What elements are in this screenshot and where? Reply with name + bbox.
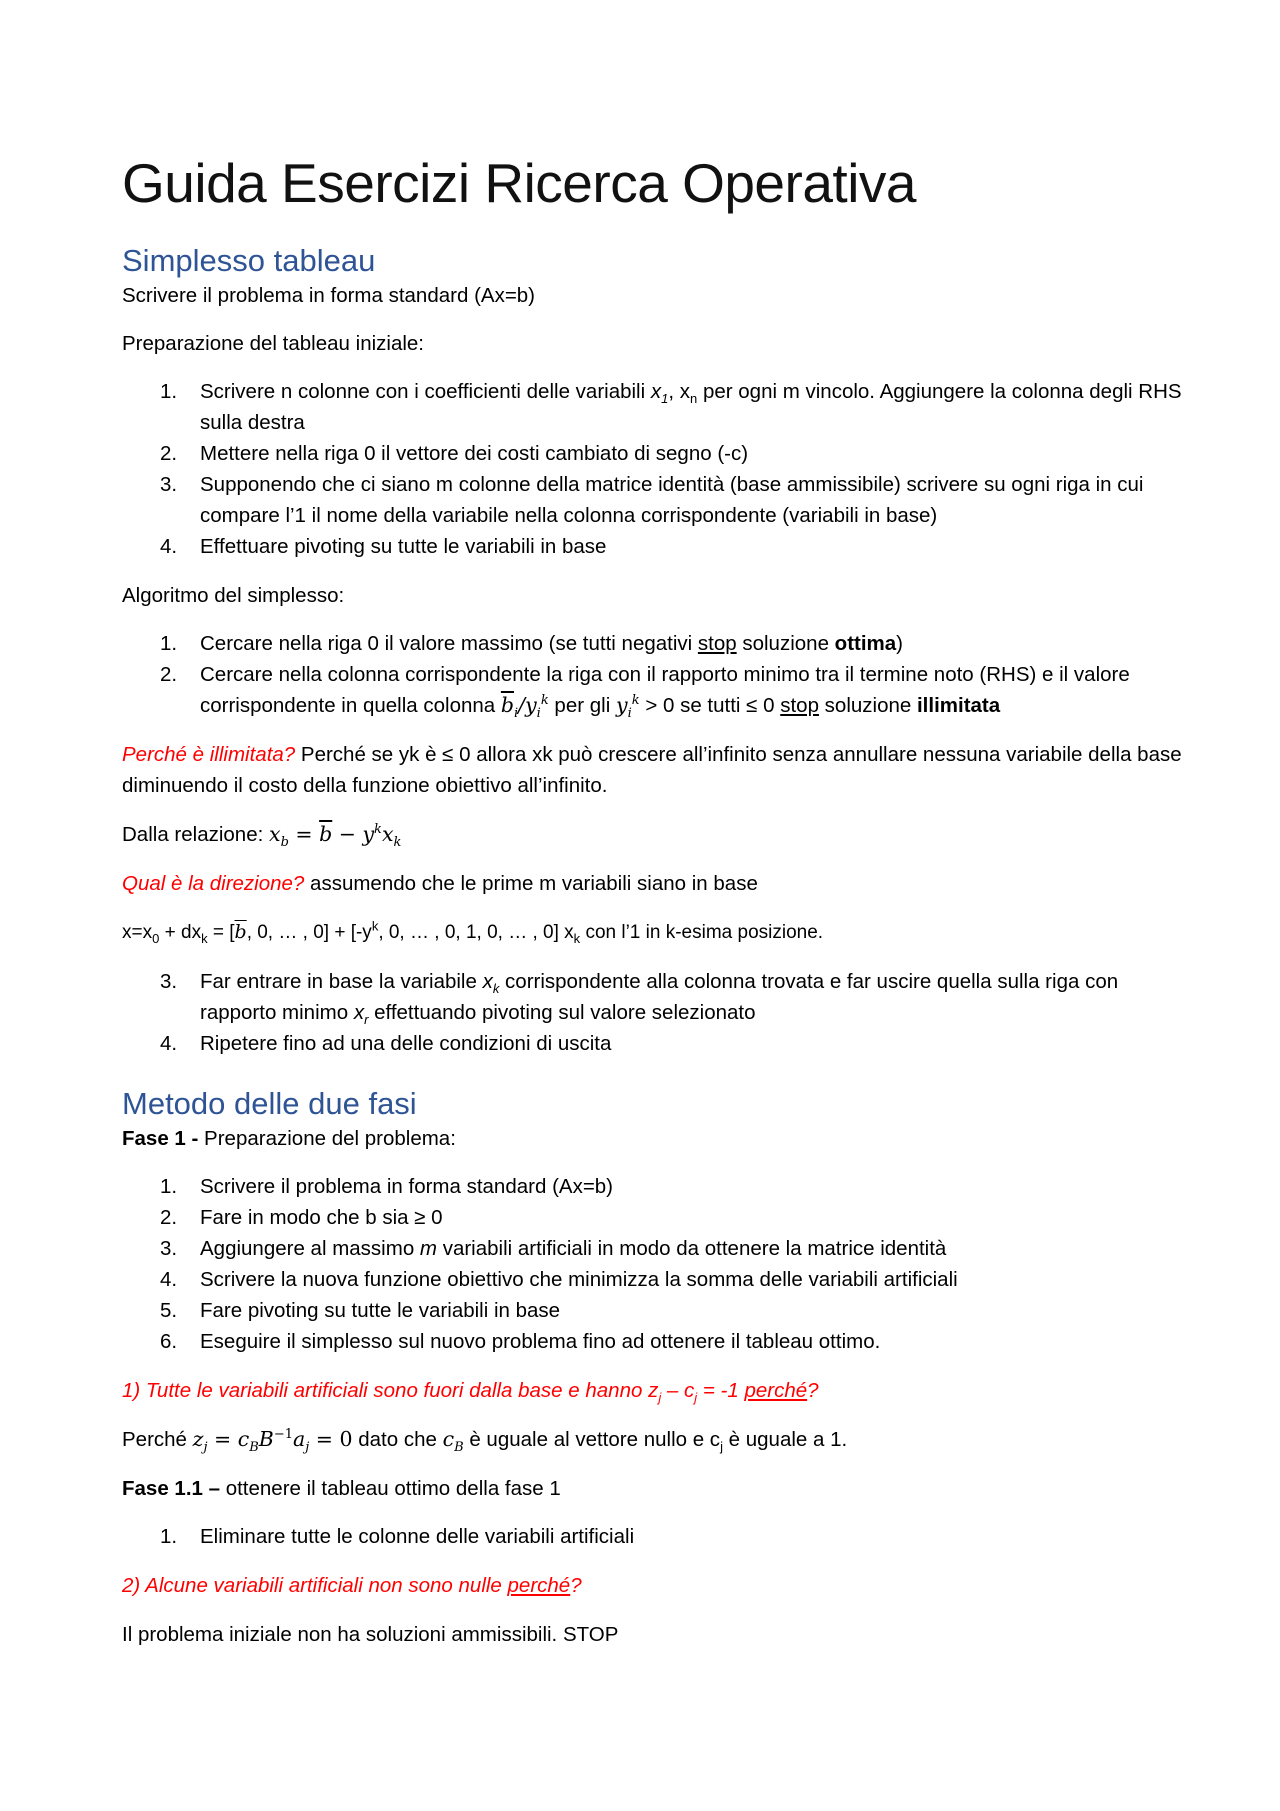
direction-formula: $x=x_0 + dx_k = [\overline{b}$, 0, … , $0] + [-y^k$, 0, … , 0, 1, 0, … , 0] $x_k$ con l’1 in k-esima posizione. (122, 918, 824, 946)
list-item: 6. Eseguire il simplesso sul nuovo problema fino ad ottenere il tableau ottimo. (122, 1326, 1182, 1357)
list-number: 2. (160, 663, 178, 686)
why-unbounded-question: Perché è illimitata? (122, 743, 296, 766)
case1-question: 1) Tutte le variabili artificiali sono fuori dalla base e hanno $z_j - c_j = -1$ perché? (122, 1379, 819, 1406)
list-item: 1. Cercare nella riga 0 il valore massimo (se tutti negativi stop soluzione ottima) (122, 628, 1182, 659)
case2-answer: Il problema iniziale non ha soluzioni ammissibili. STOP (122, 1623, 619, 1646)
why-unbounded-paragraph: Perché è illimitata? Perché se yk è ≤ 0 allora xk può crescere all’infinito senza annullare nessuna variabile della base diminuendo il costo della funzione obiettivo all’infinito. (122, 743, 1182, 797)
algo-list-part2 (122, 966, 1182, 1059)
fase11-list (122, 1521, 1182, 1552)
fase11-label: Fase 1.1 – ottenere il tableau ottimo della fase 1 (122, 1477, 561, 1500)
list-number: 3. (160, 473, 178, 496)
list-number: 4. (160, 1268, 178, 1291)
list-item: 3. Supponendo che ci siano m colonne della matrice identità (base ammissibile) scrivere su ogni riga in cui compare l’1 il nome della variabile nella colonna corrispondente (variabili in base) (122, 469, 1182, 531)
section-heading-due-fasi: Metodo delle due fasi (122, 1086, 417, 1121)
list-item: 1. Scrivere il problema in forma standard (Ax=b) (122, 1171, 1182, 1202)
case1-answer: Perché $z_j = c_BB^{-1}a_j = 0$ dato che $c_B$ è uguale al vettore nullo e $c_j$ è uguale a 1. (122, 1427, 848, 1456)
section-heading-simplesso: Simplesso tableau (122, 243, 376, 278)
list-number: 2. (160, 442, 178, 465)
list-item: 3. Aggiungere al massimo m variabili artificiali in modo da ottenere la matrice identità (122, 1233, 1182, 1264)
fase1-label: Fase 1 - Preparazione del problema: (122, 1127, 456, 1150)
prep-label: Preparazione del tableau iniziale: (122, 332, 425, 355)
list-item: 5. Fare pivoting su tutte le variabili in base (122, 1295, 1182, 1326)
intro-paragraph: Scrivere il problema in forma standard (Ax=b) (122, 284, 536, 307)
list-item: 2. Mettere nella riga 0 il vettore dei costi cambiato di segno (-c) (122, 438, 1182, 469)
list-item: 1. Scrivere n colonne con i coefficienti delle variabili $x_1$, $x_n$ per ogni m vincolo. Aggiungere la colonna degli RHS sulla destra (122, 376, 1182, 438)
list-number: 1. (160, 1175, 178, 1198)
list-number: 1. (160, 632, 178, 655)
list-number: 3. (160, 1237, 178, 1260)
list-number: 6. (160, 1330, 178, 1353)
list-item: 3. Far entrare in base la variabile $x_k$ corrispondente alla colonna trovata e far uscire quella sulla riga con rapporto minimo $x_r$ effettuando pivoting sul valore selezionato (122, 966, 1182, 1028)
list-number: 4. (160, 1032, 178, 1055)
document-content (122, 150, 1182, 1668)
list-number: 5. (160, 1299, 178, 1322)
list-number: 4. (160, 535, 178, 558)
algo-list-part1 (122, 628, 1182, 721)
list-item: 4. Ripetere fino ad una delle condizioni di uscita (122, 1028, 1182, 1059)
prep-list (122, 376, 1182, 562)
direction-question: Qual è la direzione? (122, 872, 305, 895)
list-number: 2. (160, 1206, 178, 1229)
fase1-list (122, 1171, 1182, 1357)
list-item: 4. Scrivere la nuova funzione obiettivo che minimizza la somma delle variabili artificiali (122, 1264, 1182, 1295)
list-number: 1. (160, 1525, 178, 1548)
direction-paragraph: Qual è la direzione? assumendo che le prime m variabili siano in base (122, 872, 758, 895)
document-title: Guida Esercizi Ricerca Operativa (122, 152, 917, 214)
list-item: 4. Effettuare pivoting su tutte le variabili in base (122, 531, 1182, 562)
case2-question: 2) Alcune variabili artificiali non sono nulle perché? (122, 1574, 582, 1597)
list-item: 2. Fare in modo che b sia ≥ 0 (122, 1202, 1182, 1233)
list-number: 1. (160, 380, 178, 403)
list-item: 1. Eliminare tutte le colonne delle variabili artificiali (122, 1521, 1182, 1552)
list-item: 2. Cercare nella colonna corrispondente la riga con il rapporto minimo tra il termine noto (RHS) e il valore corrispondente in quella colonna $\overline{b}_i/y_i^k$ per gli $y_i^k > 0$ se tutti ≤ 0 stop soluzione illimitata (122, 659, 1182, 721)
algo-label: Algoritmo del simplesso: (122, 584, 345, 607)
relation-paragraph: Dalla relazione: $x_b = \overline{b} - y^kx_k$ (122, 822, 402, 851)
list-number: 3. (160, 970, 178, 993)
